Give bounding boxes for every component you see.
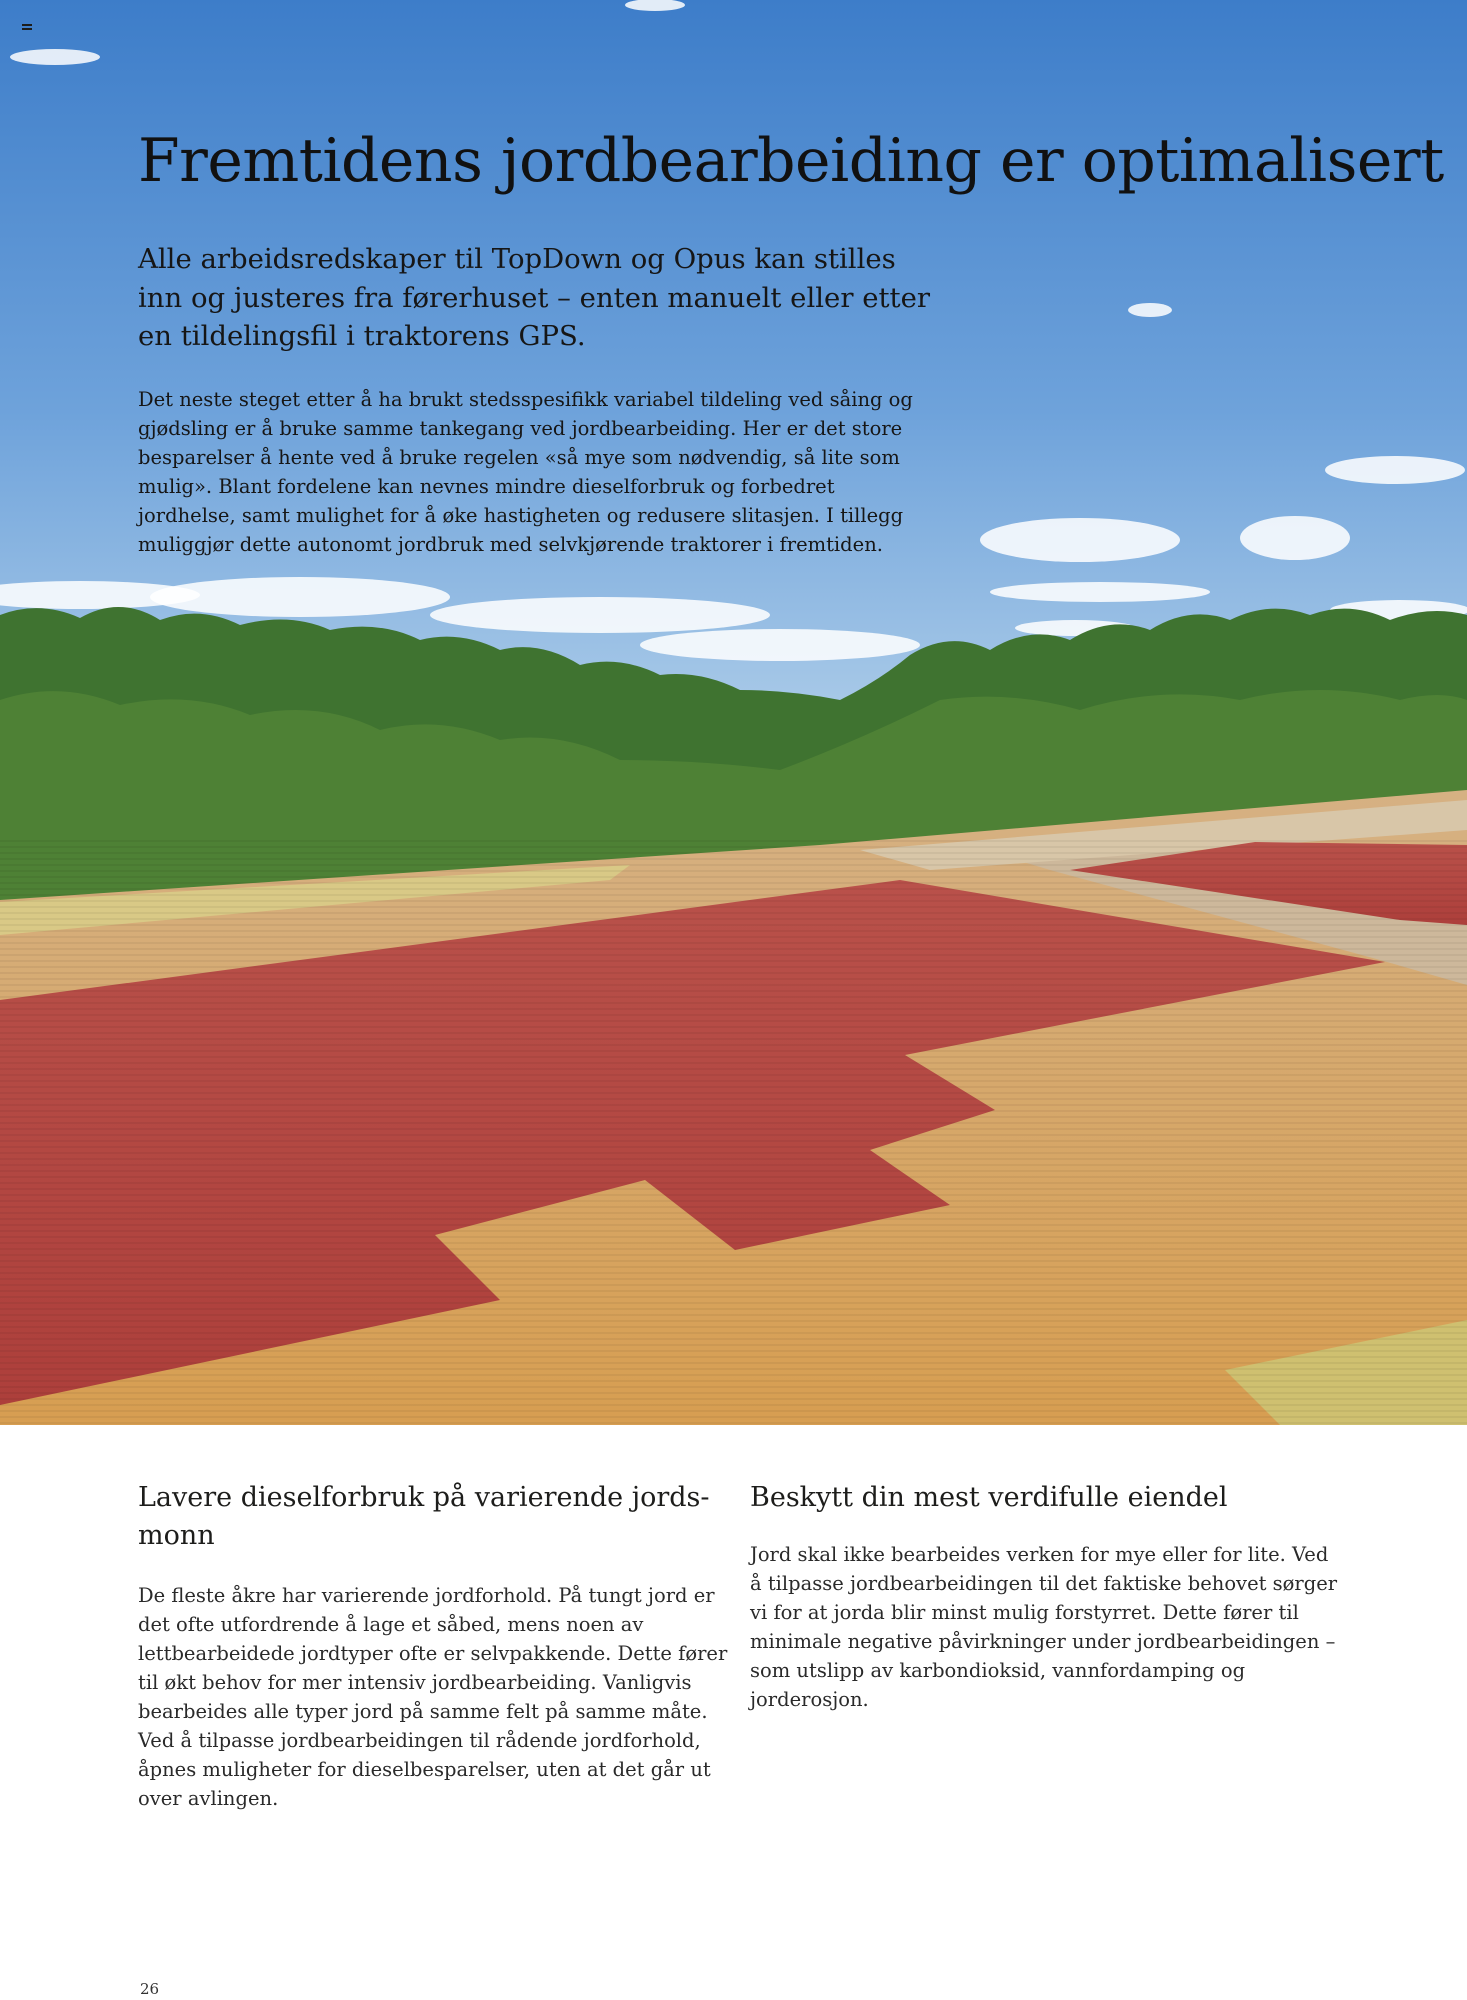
intro-paragraph: Det neste steget etter å ha brukt stedsspesifikk variabel tildeling ved såing og gjødsling er å bruke samme tankegang ved jordbearbeiding. Her er det store besparelser å hente ved å bruke regelen «så mye som nødvendig, så lite som mulig». Blant fordelene kan nevnes mindre dieselforbruk og forbedret jordhelse, samt mulighet for å øke hastigheten og redusere slitasjen. I tillegg muliggjør dette autonomt jordbruk med selvkjørende traktorer i fremtiden. bbox=[138, 388, 913, 556]
column-left-heading: Lavere dieselforbruk på varierende jordsmonn bbox=[138, 1482, 710, 1551]
page-title: Fremtidens jordbearbeiding er optimalisert bbox=[138, 126, 1444, 196]
column-right-heading: Beskytt din mest verdifulle eiendel bbox=[750, 1482, 1228, 1513]
page-number: 26 bbox=[140, 1980, 160, 1998]
menu-icon[interactable] bbox=[22, 24, 32, 30]
lead-paragraph: Alle arbeidsredskaper til TopDown og Opus kan stilles inn og justeres fra førerhuset – enten manuelt eller etter en tildelingsfil i traktorens GPS. bbox=[138, 243, 931, 352]
column-left-text: De fleste åkre har varierende jordforhold. På tungt jord er det ofte utfordrende å lage et såbed, mens noen av lettbearbeidede jordtyper ofte er selvpakkende. Dette fører til økt behov for mer intensiv jordbearbeiding. Vanligvis bearbeides alle typer jord på samme felt på samme måte. Ved å tilpasse jordbearbeidingen til rådende jordforhold, åpnes muligheter for dieselbesparelser, uten at det går ut over avlingen. bbox=[138, 1584, 728, 1810]
column-right-text: Jord skal ikke bearbeides verken for mye eller for lite. Ved å tilpasse jordbearbeidingen til det faktiske behovet sørger vi for at jorda blir minst mulig forstyrret. Dette fører til minimale negative påvirkninger under jordbearbeidingen – som utslipp av karbondioksid, vannfordamping og jorderosjon. bbox=[750, 1543, 1338, 1711]
